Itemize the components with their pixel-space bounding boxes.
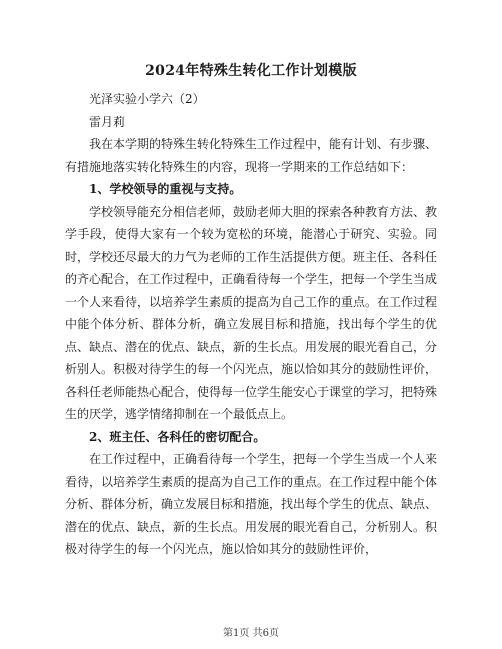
school-line: 光泽实验小学六（2） [89,92,205,106]
author-line: 雷月莉 [89,114,126,129]
document-title: 2024年特殊生转化工作计划模版 [145,63,357,79]
document-body [65,88,437,561]
section-paragraph-1: 学校领导能充分相信老师，鼓励老师大胆的探索各种教育方法、教学手段，使得大家有一个较为宽松的环境，能潜心于研究、实验。同时，学校还尽最大的力气为老师的工作生活提供方便。班主任、各科任的齐心配合，在工作过程中，正确看待每一个学生，把每一个学生当成一个人来看待，以培养学生素质的提高为自己工作的重点。在工作过程中能个体分析、群体分析，确立发展目标和措施，找出每个学生的优点、缺点、潜在的优点、缺点，新的生长点。用发展的眼光看自己，分析别人。积极对待学生的每一个闪光点，施以恰如其分的鼓励性评价，各科任老师能热心配合，使得每一位学生能安心于课堂的学习，把特殊生的厌学，逃学情绪抑制在一个最低点上。 [65,204,438,421]
section-paragraph-2: 在工作过程中，正确看待每一个学生，把每一个学生当成一个人来看待，以培养学生素质的提高为自己工作的重点。在工作过程中能个体分析、群体分析，确立发展目标和措施，找出每个学生的优点、缺点、潜在的优点、缺点，新的生长点。用发展的眼光看自己，分析别人。积极对待学生的每一个闪光点，施以恰如其分的鼓励性评价， [65,452,438,556]
section-heading-2: 2、班主任、各科任的密切配合。 [89,429,266,444]
intro-paragraph: 我在本学期的特殊生转化特殊生工作过程中，能有计划、有步骤、有措施地落实转化特殊生的内容，现将一学期来的工作总结如下： [65,137,438,174]
page-footer: 第1页 共6页 [223,628,279,639]
section-heading-1: 1、学校领导的重视与支持。 [89,182,242,196]
